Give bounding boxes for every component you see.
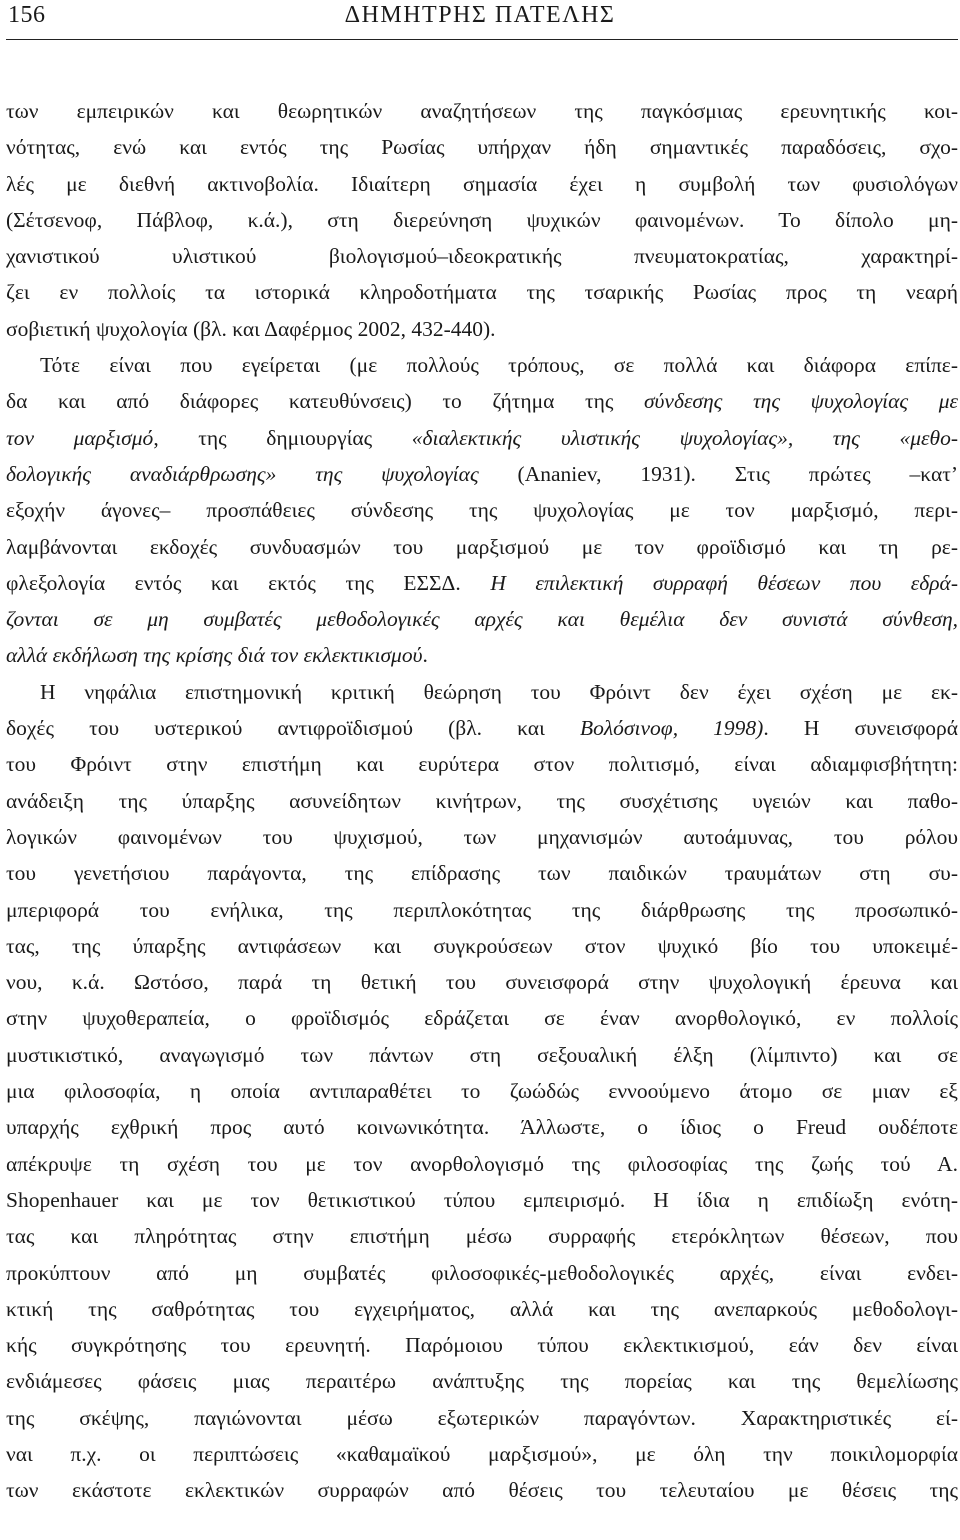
text-line [6, 1146, 958, 1182]
text-line [6, 1363, 958, 1399]
text-segment: υπαρχής εχθρική προς αυτό κοινωνικότητα. Άλλωστε, ο ίδιος ο Freud ουδέποτε [6, 1115, 958, 1140]
italic-text: σύνδεσης της ψυχολογίας με [643, 389, 958, 414]
text-segment: λές με διεθνή ακτινοβολία. Ιδιαίτερη σημασία έχει η συμβολή των φυσιολόγων [6, 171, 958, 196]
text-segment: νου, κ.ά. Ωστόσο, παρά τη θετική του συνεισφορά στην ψυχολογική έρευνα και [6, 970, 958, 995]
text-line [6, 819, 958, 855]
text-segment: του Φρόιντ στην επιστήμη και ευρύτερα στον πολιτισμό, είναι αδιαμφισβήτητη: [6, 752, 958, 777]
text-line [6, 783, 958, 819]
text-line [6, 1182, 958, 1218]
text-segment: της σκέψης, παγιώνονται μέσω εξωτερικών παραγόντων. Χαρακτηριστικές εί- [6, 1405, 958, 1430]
text-segment: τας, της ύπαρξης αντιφάσεων και συγκρούσεων στον ψυχικό βίο του υποκειμέ- [6, 933, 958, 958]
text-line [6, 964, 958, 1000]
text-line [6, 565, 958, 601]
text-segment: Η νηφάλια επιστημονική κριτική θεώρηση του Φρόιντ δεν έχει σχέση με εκ- [40, 679, 958, 704]
text-segment: ναι π.χ. οι περιπτώσεις «καθαμαϊκού μαρξισμού», με όλη την ποικιλομορφία [6, 1441, 958, 1466]
text-segment: των εμπειρικών και θεωρητικών αναζητήσεων της παγκόσμιας ερευνητικής κοι- [6, 99, 958, 123]
text-segment: , της δημιουργίας [153, 425, 412, 450]
text-line [6, 1037, 958, 1073]
italic-text: Η επιλεκτική συρραφή θέσεων που εδρά- [490, 570, 958, 595]
body-text [6, 93, 958, 1509]
text-line [6, 1327, 958, 1363]
text-line [6, 855, 958, 891]
text-segment: (Ananiev, 1931). Στις πρώτες –κατ’ [478, 461, 958, 486]
text-segment: ζει εν πολλοίς τα ιστορικά κληροδοτήματα της τσαρικής Ρωσίας προς τη νεαρή [6, 280, 958, 305]
text-line [6, 637, 958, 673]
text-line [6, 492, 958, 528]
italic-text: Βολόσινοφ, 1998) [579, 716, 764, 741]
text-segment: μπεριφορά του ενήλικα, της περιπλοκότητας της διάρθρωσης της προσωπικό- [6, 897, 958, 922]
text-segment: δα και από διάφορες κατευθύνσεις) το ζήτημα της [6, 389, 644, 414]
text-segment: Τότε είναι που εγείρεται (με πολλούς τρόπους, σε πολλά και διάφορα επίπε- [40, 353, 958, 378]
text-segment: σοβιετική ψυχολογία (βλ. και Δαφέρμος 2002, 432-440). [6, 316, 496, 341]
text-segment: απέκρυψε τη σχέση του με τον ανορθολογισμό της φιλοσοφίας της ζωής τού Α. [6, 1151, 958, 1176]
text-line [6, 1218, 958, 1254]
italic-text: δολογικής αναδιάρθρωσης» της ψυχολογίας [6, 461, 479, 486]
text-segment: εξοχήν άγονες– προσπάθειες σύνδεσης της ψυχολογίας με τον μαρξισμό, περι- [6, 498, 958, 523]
page-header [0, 0, 960, 38]
text-line [6, 93, 958, 129]
text-line [6, 420, 958, 456]
text-line [6, 1000, 958, 1036]
text-segment: δοχές του υστερικού αντιφροϊδισμού (βλ. και [6, 716, 580, 741]
page-number: 156 [8, 2, 46, 28]
running-head: ΔΗΜΗΤΡΗΣ ΠΑΤΕΛΗΣ [344, 2, 616, 28]
text-segment: (Σέτσενοφ, Πάβλοφ, κ.ά.), στη διερεύνηση ψυχικών φαινομένων. Το δίπολο μη- [6, 207, 958, 232]
text-line [6, 746, 958, 782]
text-segment: φλεξολογία εντός και εκτός της ΕΣΣΔ. [6, 570, 491, 595]
text-segment: του γενετήσιου παράγοντα, της επίδρασης των παιδικών τραυμάτων στη συ- [6, 861, 958, 886]
text-segment: Shopenhauer και με τον θετικιστικού τύπου εμπειρισμό. Η ίδια η επιδίωξη ενότη- [6, 1187, 958, 1212]
italic-text: αλλά εκδήλωση της κρίσης διά τον εκλεκτικισμού [6, 643, 423, 668]
header-rule [6, 39, 958, 40]
text-segment: μυστικιστικό, αναγωγισμό των πάντων στη σεξουαλική έλξη (λίμπιντο) και σε [6, 1042, 958, 1067]
italic-text: «διαλεκτικής υλιστικής ψυχολογίας», της «μεθο- [411, 425, 958, 450]
text-line [6, 383, 958, 419]
text-line [6, 1255, 958, 1291]
text-segment: μια φιλοσοφία, η οποία αντιπαραθέτει το ζωώδώς εννοούμενο άτομο σε μιαν εξ [6, 1079, 958, 1104]
text-line [6, 129, 958, 165]
text-line [6, 1436, 958, 1472]
text-line [6, 674, 958, 710]
text-line [6, 311, 958, 347]
text-line [6, 274, 958, 310]
text-line [6, 928, 958, 964]
text-line [6, 892, 958, 928]
italic-text: τον μαρξισμό [6, 425, 154, 450]
text-segment: χανιστικού υλιστικού βιολογισμού–ιδεοκρατικής πνευματοκρατίας, χαρακτηρί- [6, 244, 958, 269]
italic-text: ζονται σε μη συμβατές μεθοδολογικές αρχές και θεμέλια δεν συνιστά σύνθεση, [6, 607, 958, 632]
text-line [6, 529, 958, 565]
text-segment: νότητας, ενώ και εντός της Ρωσίας υπήρχαν ήδη σημαντικές παραδόσεις, σχο- [6, 135, 958, 160]
text-line [6, 710, 958, 746]
text-segment: λογικών φαινομένων του ψυχισμού, των μηχανισμών αυτοάμυνας, του ρόλου [6, 824, 958, 849]
text-segment: των εκάστοτε εκλεκτικών συρραφών από θέσεις του τελευταίου με θέσεις της [6, 1478, 958, 1503]
text-line [6, 238, 958, 274]
text-line [6, 1291, 958, 1327]
text-segment: ενδιάμεσες φάσεις μιας περαιτέρω ανάπτυξης της πορείας και της θεμελίωσης [6, 1369, 958, 1394]
text-segment: κτική της σαθρότητας του εγχειρήματος, αλλά και της ανεπαρκούς μεθοδολογι- [6, 1296, 958, 1321]
text-line [6, 1073, 958, 1109]
text-segment: προκύπτουν από μη συμβατές φιλοσοφικές-μεθοδολογικές αρχές, είναι ενδει- [6, 1260, 958, 1285]
text-segment: λαμβάνονται εκδοχές συνδυασμών του μαρξισμού με τον φροϊδισμό και τη ρε- [6, 534, 958, 559]
text-segment: τας και πληρότητας στην επιστήμη μέσω συρραφής ετερόκλητων θέσεων, που [6, 1224, 958, 1249]
text-segment: ανάδειξη της ύπαρξης ασυνείδητων κινήτρων, της συσχέτισης υγειών και παθο- [6, 788, 958, 813]
text-line [6, 202, 958, 238]
text-segment: . Η συνεισφορά [763, 716, 958, 741]
text-line [6, 456, 958, 492]
text-segment: κής συγκρότησης του ερευνητή. Παρόμοιου τύπου εκλεκτικισμού, εάν δεν είναι [6, 1333, 958, 1358]
text-line [6, 1400, 958, 1436]
text-segment: στην ψυχοθεραπεία, ο φροϊδισμός εδράζεται σε έναν ανορθολογικό, εν πολλοίς [6, 1006, 958, 1031]
text-line [6, 347, 958, 383]
text-line [6, 1109, 958, 1145]
text-segment: . [422, 643, 428, 668]
text-line [6, 166, 958, 202]
text-line [6, 1472, 958, 1508]
text-line [6, 601, 958, 637]
